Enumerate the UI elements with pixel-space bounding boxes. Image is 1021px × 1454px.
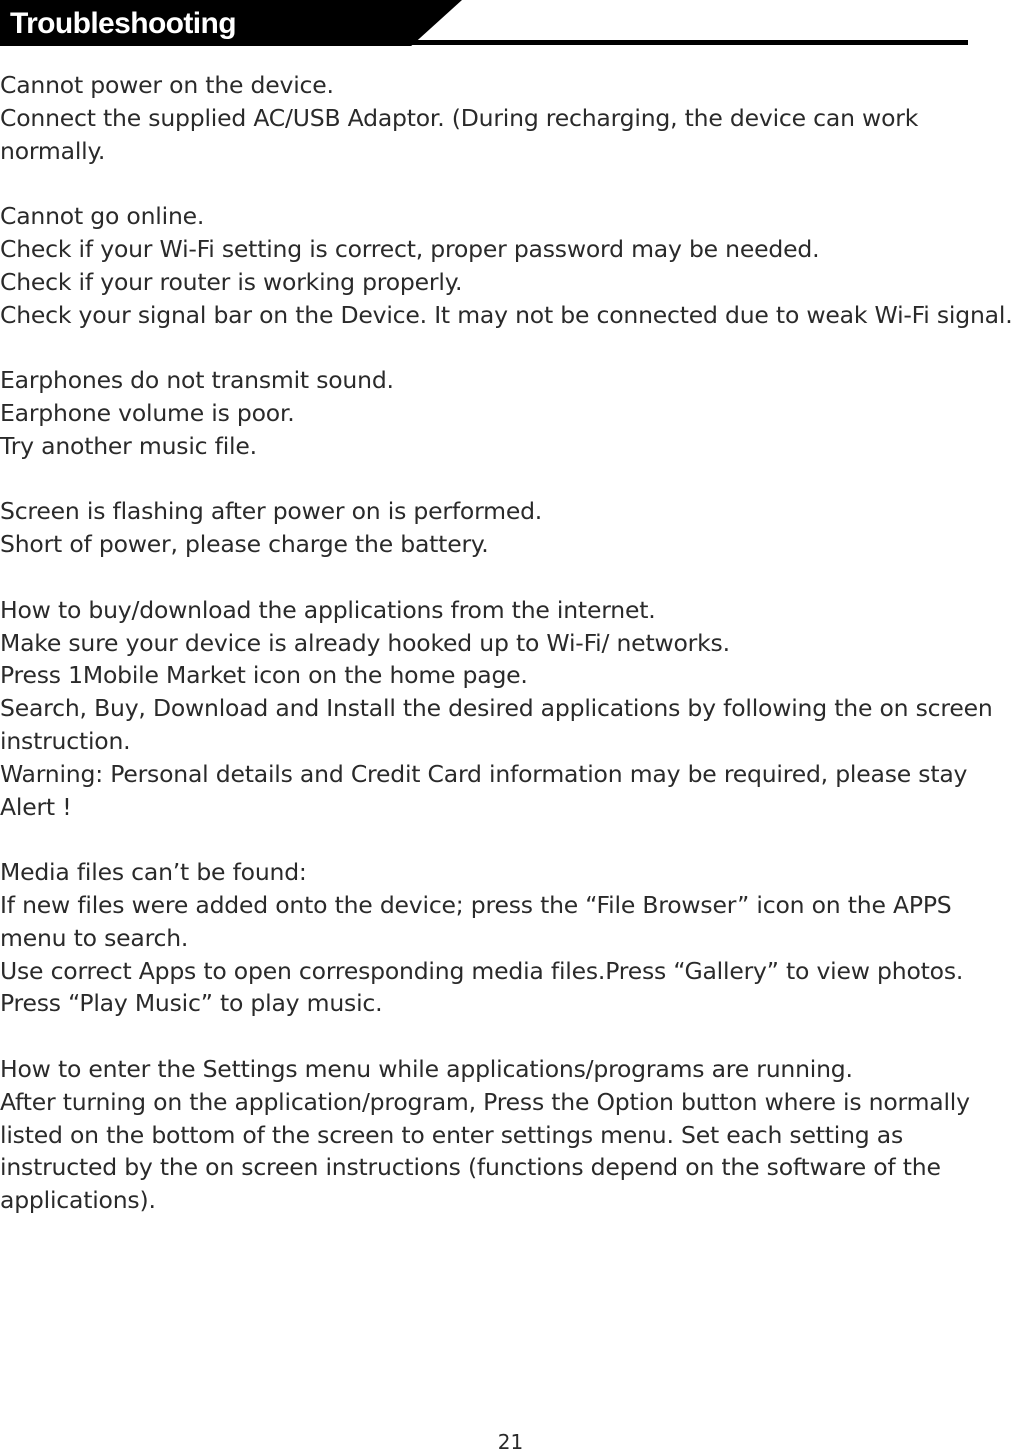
issue-heading: Screen is flashing after power on is performed. xyxy=(0,497,543,526)
section-applications xyxy=(0,594,1018,824)
section-settings-menu xyxy=(0,1053,1018,1217)
solution-text: After turning on the application/program, Press the Option button where is normally listed on the bottom of the screen to enter settings menu. Set each setting as instructed by the on screen instructions (functions depend on the software of the applications). xyxy=(0,1087,970,1215)
solution-text: Press 1Mobile Market icon on the home page. xyxy=(0,661,528,690)
solution-text: Connect the supplied AC/USB Adaptor. (During recharging, the device can work normally. xyxy=(0,103,919,165)
section-online xyxy=(0,200,1018,331)
solution-text: Check your signal bar on the Device. It may not be connected due to weak Wi-Fi signal. xyxy=(0,300,1013,329)
section-header xyxy=(0,0,968,46)
section-earphones xyxy=(0,364,1018,462)
page-number: 21 xyxy=(497,1430,524,1454)
solution-text: Press “Play Music” to play music. xyxy=(0,989,383,1018)
solution-text: Use correct Apps to open corresponding media files.Press “Gallery” to view photos. xyxy=(0,956,964,985)
issue-heading: Media files can’t be found: xyxy=(0,858,307,887)
solution-text: Search, Buy, Download and Install the desired applications by following the on screen instruction. xyxy=(0,694,993,755)
issue-heading: Earphone volume is poor. xyxy=(0,398,295,427)
warning-text: Warning: Personal details and Credit Card information may be required, please stay Alert ! xyxy=(0,759,968,821)
solution-text: If new files were added onto the device; press the “File Browser” icon on the APPS menu to search. xyxy=(0,890,952,952)
issue-heading: How to buy/download the applications from the internet. xyxy=(0,595,656,624)
section-power xyxy=(0,69,1018,167)
solution-text: Make sure your device is already hooked up to Wi-Fi/ networks. xyxy=(0,628,730,657)
troubleshooting-content xyxy=(0,69,1018,1250)
solution-text: Short of power, please charge the battery. xyxy=(0,530,489,559)
issue-heading: Earphones do not transmit sound. xyxy=(0,366,394,395)
solution-text: Check if your Wi-Fi setting is correct, proper password may be needed. xyxy=(0,234,820,263)
issue-heading: Cannot power on the device. xyxy=(0,71,334,99)
section-media-files xyxy=(0,856,1018,1020)
solution-text: Try another music file. xyxy=(0,431,257,460)
solution-text: Check if your router is working properly. xyxy=(0,267,463,296)
page-title: Troubleshooting xyxy=(10,7,236,40)
issue-heading: Cannot go online. xyxy=(0,202,205,231)
issue-heading: How to enter the Settings menu while applications/programs are running. xyxy=(0,1054,853,1083)
section-screen xyxy=(0,495,1018,561)
